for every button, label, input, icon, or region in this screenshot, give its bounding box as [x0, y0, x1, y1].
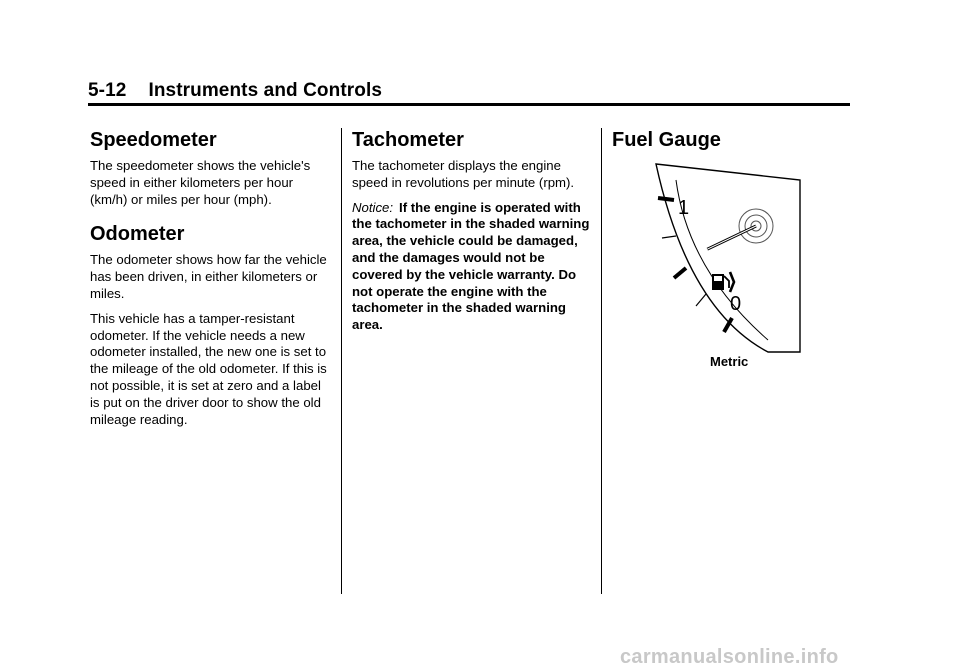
notice-paragraph: [352, 200, 592, 334]
column-right: [612, 128, 852, 158]
section-number: 5-12: [88, 80, 127, 101]
section-title: Instruments and Controls: [148, 80, 383, 101]
odometer-text-1: The odometer shows how far the vehicle has been driven, in either kilometers or miles.: [90, 252, 327, 301]
tachometer-text: The tachometer displays the engine speed in revolutions per minute (rpm).: [352, 158, 575, 190]
figure-caption: Metric: [710, 354, 749, 369]
odometer-text-2: This vehicle has a tamper-resistant odometer. If the vehicle needs a new odometer installed, the new one is set to the mileage of the old odometer. If this is not possible, it is set at zero and a label is put on the driver door to show the old mileage reading.: [90, 310, 327, 427]
header-rule: [88, 103, 850, 106]
page-header: [88, 80, 382, 102]
fuel-gauge-heading: Fuel Gauge: [612, 129, 721, 151]
fuel-gauge-svg: [648, 160, 808, 356]
column-left: [90, 128, 330, 436]
tachometer-heading: Tachometer: [352, 129, 464, 151]
tick-half: [674, 268, 686, 278]
tick-1-4: [696, 294, 706, 306]
notice-text: If the engine is operated with the tachometer in the shaded warning area, the vehicle could be damaged, and the damages would not be covered by the vehicle warranty. Do not operate the engine with the tachometer in the shaded warning area.: [352, 199, 590, 333]
speedometer-heading: Speedometer: [90, 129, 217, 151]
gauge-label-full: 1: [678, 197, 690, 219]
tick-3-4: [662, 236, 676, 238]
watermark: carmanualsonline.info: [620, 646, 839, 668]
notice-label: Notice:: [352, 199, 394, 215]
speedometer-text: The speedometer shows the vehicle's speed in either kilometers per hour (km/h) or miles per hour (mph).: [90, 158, 311, 207]
gauge-label-empty: 0: [730, 293, 742, 315]
fuel-gauge-illustration: [648, 160, 808, 356]
column-divider-1: [341, 128, 342, 594]
odometer-heading: Odometer: [90, 223, 185, 246]
column-divider-2: [601, 128, 602, 594]
column-middle: [352, 128, 592, 342]
tick-full: [658, 198, 674, 200]
